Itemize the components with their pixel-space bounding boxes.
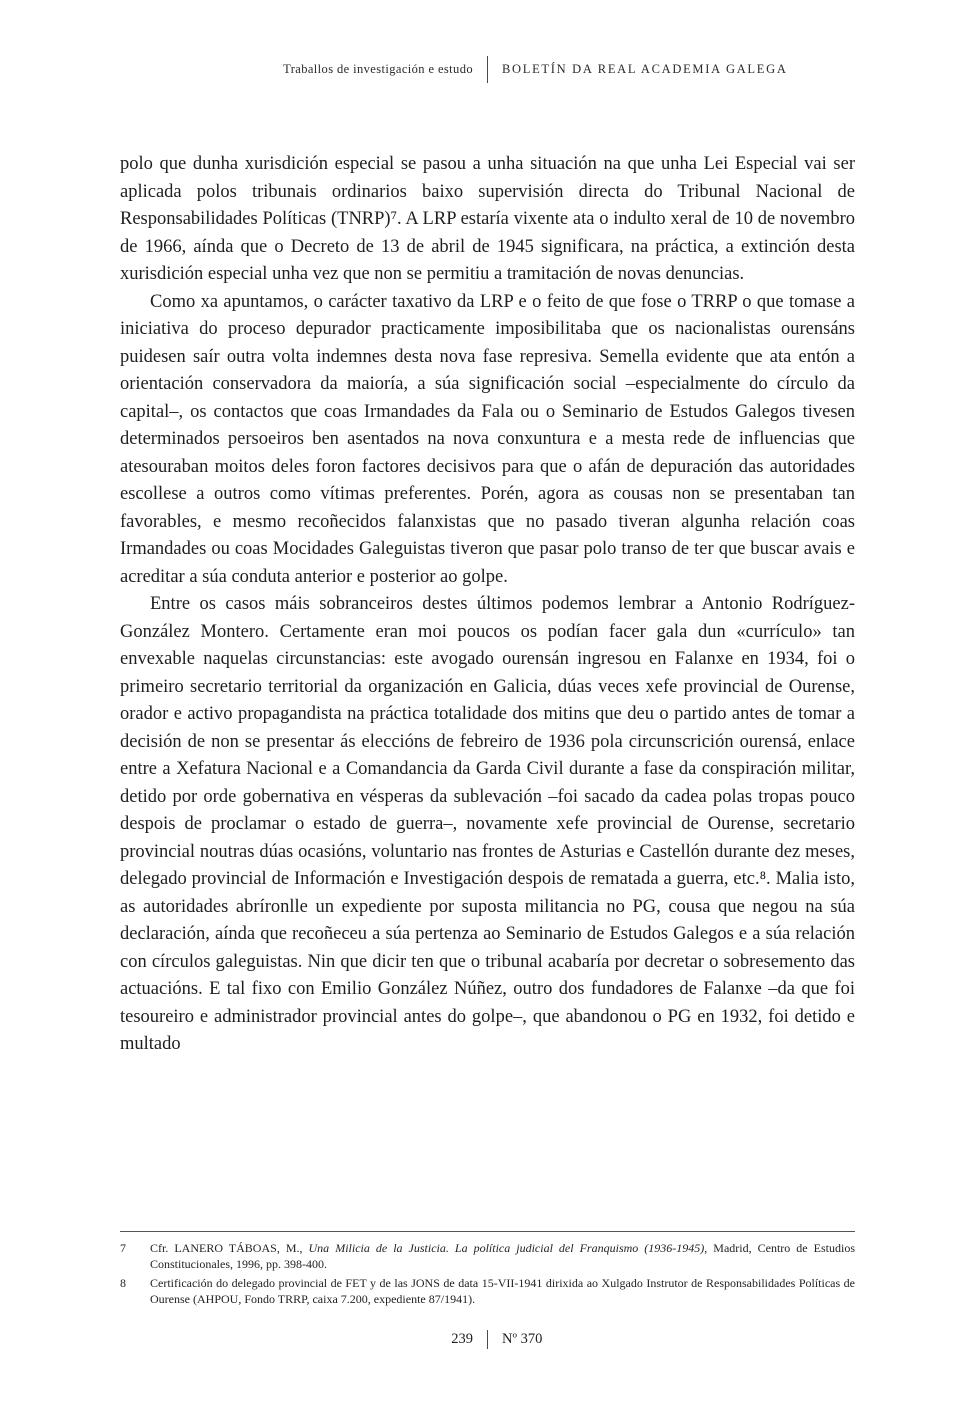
footnotes-section <box>120 1231 855 1311</box>
paragraph: Como xa apuntamos, o carácter taxativo da LRP e o feito de que fose o TRRP o que tomase a iniciativa do proceso depurador practicamente imposibilitaba que os nacionalistas ourensáns puidesen saír outra volta indemnes desta nova fase represiva. Semella evidente que ata entón a orientación conservadora da maioría, a súa significación social –especialmente do círculo da capital–, os contactos que coas Irmandades da Fala ou o Seminario de Estudos Galegos tivesen determinados persoeiros ben asentados na nova conxuntura e a mesta rede de influencias que atesouraban moitos deles foron factores decisivos para que o afán de depuración das autoridades escollese a outros como vítimas preferentes. Porén, agora as cousas non se presentaban tan favorables, e mesmo recoñecidos falanxistas que no pasado tiveran algunha relación coas Irmandades ou coas Mocidades Galeguistas tiveron que pasar polo transo de ter que buscar avais e acreditar a súa conduta anterior e posterior ao golpe. <box>120 291 855 587</box>
footnote-number: 7 <box>120 1241 126 1255</box>
footnote-title-italic: Una Milicia de la Justicia. La política judicial del Franquismo (1936-1945) <box>308 1241 705 1255</box>
paragraph: Entre os casos máis sobranceiros destes últimos podemos lembrar a Antonio Rodríguez-González Montero. Certamente eran moi poucos os podían facer gala dun «currículo» tan envexable naquelas circunstancias: este avogado ourensán ingresou en Falanxe en 1934, foi o primeiro secretario territorial da organización en Galicia, dúas veces xefe provincial de Ourense, orador e activo propagandista na práctica totalidade dos mitins que deu o partido antes de tomar a decisión de non se presentar ás eleccións de febreiro de 1936 pola circunscrición ourensá, enlace entre a Xefatura Nacional e a Comandancia da Garda Civil durante a fase da conspiración militar, detido por orde gobernativa en vésperas da sublevación –foi sacado da cadea polas tropas pouco despois de proclamar o estado de guerra–, novamente xefe provincial de Ourense, secretario provincial noutras dúas ocasións, voluntario nas frontes de Asturias e Castellón durante dez meses, delegado provincial de Información e Investigación despois de rematada a guerra, etc.⁸. Malia isto, as autoridades abríronlle un expediente por suposta militancia no PG, cousa que negou na súa declaración, aínda que recoñeceu a súa pertenza ao Seminario de Estudos Galegos e a súa relación con círculos galeguistas. Nin que dicir ten que o tribunal acabaría por decretar o sobresemento das actuacións. E tal fixo con Emilio González Núñez, outro dos fundadores de Falanxe –da que foi tesoureiro e administrador provincial antes do golpe–, que abandonou o PG en 1932, foi detido e multado <box>120 594 855 1054</box>
page-header <box>120 56 855 83</box>
footnote-number: 8 <box>120 1276 126 1290</box>
page-footer <box>120 1330 855 1349</box>
footnote <box>120 1276 855 1307</box>
paragraph: polo que dunha xurisdición especial se pasou a unha situación na que unha Lei Especial vai ser aplicada polos tribunais ordinarios baixo supervisión directa do Tribunal Nacional de Responsabilidades Políticas (TNRP)⁷. A LRP estaría vixente ata o indulto xeral de 10 de novembro de 1966, aínda que o Decreto de 13 de abril de 1945 significara, na práctica, a extinción desta xurisdición especial unha vez que non se permitiu a tramitación de novas denuncias. <box>120 154 855 284</box>
footer-divider <box>487 1330 488 1349</box>
footnote <box>120 1241 855 1272</box>
footnote-text <box>150 1241 855 1272</box>
footnote-text: Certificación do delegado provincial de FET y de las JONS de data 15-VII-1941 dirixida ao Xulgado Instrutor de Responsabilidades Políticas de Ourense (AHPOU, Fondo TRRP, caixa 7.200, expediente 87/1941). <box>150 1276 855 1306</box>
footnote-text-segment: , Madrid, Centro de Estudios Constitucionales, 1996, pp. 398-400. <box>150 1241 855 1271</box>
page-body <box>120 151 855 1059</box>
running-head-section-title: Traballos de investigación e estudo <box>283 62 473 76</box>
issue-number: Nº 370 <box>502 1331 543 1347</box>
running-head-journal-title: BOLETÍN DA REAL ACADEMIA GALEGA <box>502 62 788 76</box>
page-number: 239 <box>451 1331 473 1347</box>
footnote-rule <box>120 1231 855 1232</box>
header-divider <box>487 56 488 83</box>
footnote-text-segment: Cfr. LANERO TÁBOAS, M., <box>150 1241 309 1255</box>
